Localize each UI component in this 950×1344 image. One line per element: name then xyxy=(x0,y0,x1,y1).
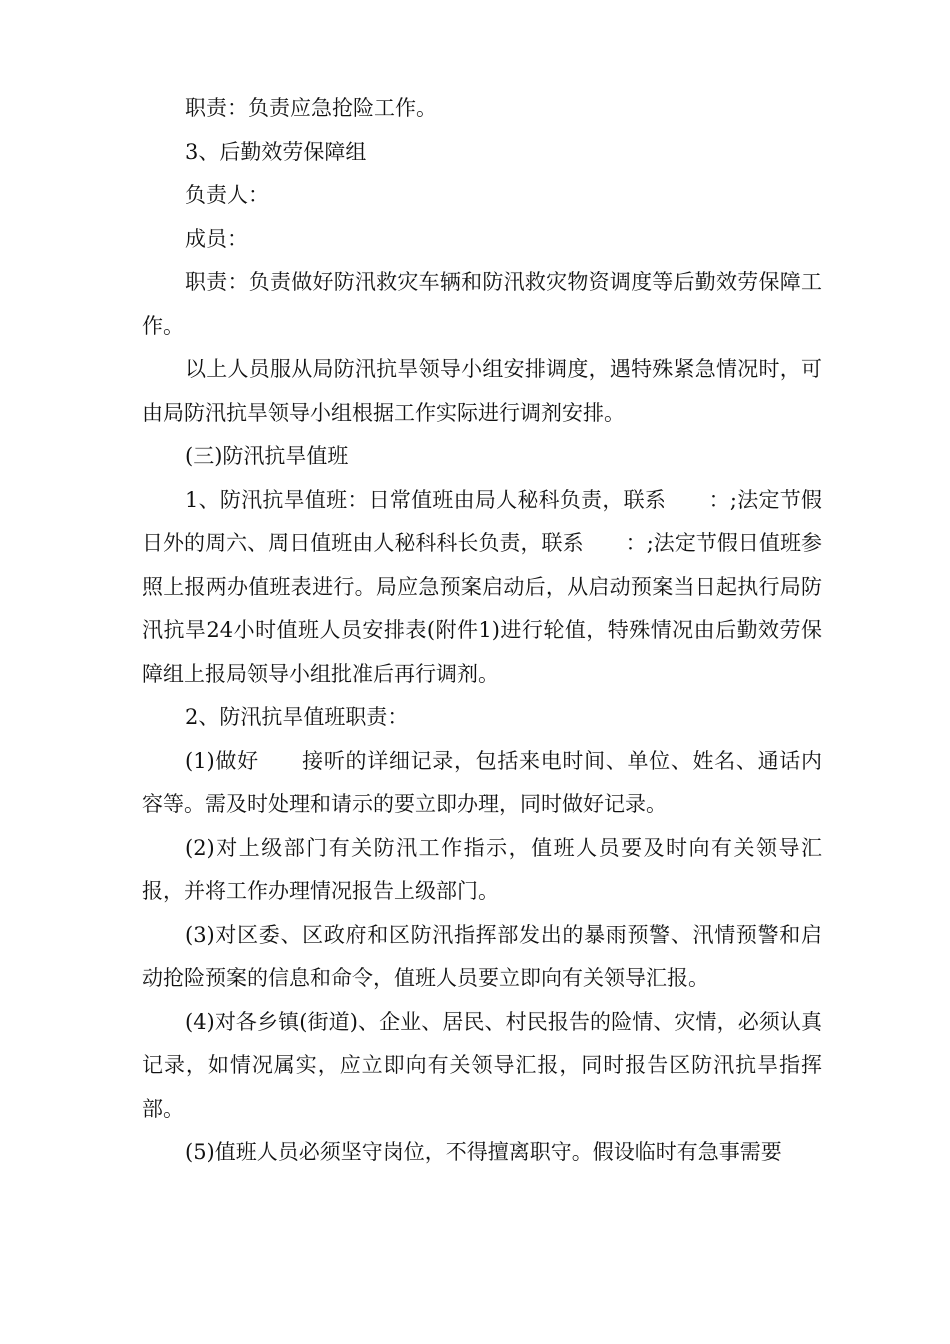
section-logistics-group: 3、后勤效劳保障组 xyxy=(185,139,367,164)
responsibility-item-2: (2)对上级部门有关防汛工作指示，值班人员要及时向有关领导汇报，并将工作办理情况报告上级部门。 xyxy=(142,835,822,903)
section-heading-duty: (三)防汛抗旱值班 xyxy=(185,444,349,468)
responsibility-item-5: (5)值班人员必须坚守岗位，不得擅离职守。假设临时有急事需要 xyxy=(185,1140,782,1164)
duty-line-emergency: 职责：负责应急抢险工作。 xyxy=(185,96,437,120)
person-in-charge-line: 负责人： xyxy=(185,183,269,207)
duty-responsibilities-heading: 2、防汛抗旱值班职责： xyxy=(185,705,409,729)
members-line: 成员： xyxy=(185,226,248,251)
responsibility-item-1: (1)做好 接听的详细记录，包括来电时间、单位、姓名、通话内容等。需及时处理和请示的要立即办理，同时做好记录。 xyxy=(142,748,822,816)
personnel-arrangement-paragraph: 以上人员服从局防汛抗旱领导小组安排调度，遇特殊紧急情况时，可由局防汛抗旱领导小组根据工作实际进行调剂安排。 xyxy=(142,357,822,425)
responsibility-item-3: (3)对区委、区政府和区防汛指挥部发出的暴雨预警、汛情预警和启动抢险预案的信息和命令，值班人员要立即向有关领导汇报。 xyxy=(142,922,822,990)
duty-line-logistics: 职责：负责做好防汛救灾车辆和防汛救灾物资调度等后勤效劳保障工作。 xyxy=(142,270,822,338)
responsibility-item-4: (4)对各乡镇(街道)、企业、居民、村民报告的险情、灾情，必须认真记录，如情况属实，应立即向有关领导汇报，同时报告区防汛抗旱指挥部。 xyxy=(142,1009,822,1121)
duty-schedule-paragraph: 1、防汛抗旱值班：日常值班由局人秘科负责，联系 ：;法定节假日外的周六、周日值班由人秘科科长负责，联系 ：;法定节假日值班参照上报两办值班表进行。局应急预案启动后，从启动预案当日起执行局防汛抗旱24小时值班人员安排表(附件1)进行轮值，特殊情况由后勤效劳保障组上报局领导小组批准后再行调剂。 xyxy=(142,487,822,686)
document-body xyxy=(142,87,822,1175)
